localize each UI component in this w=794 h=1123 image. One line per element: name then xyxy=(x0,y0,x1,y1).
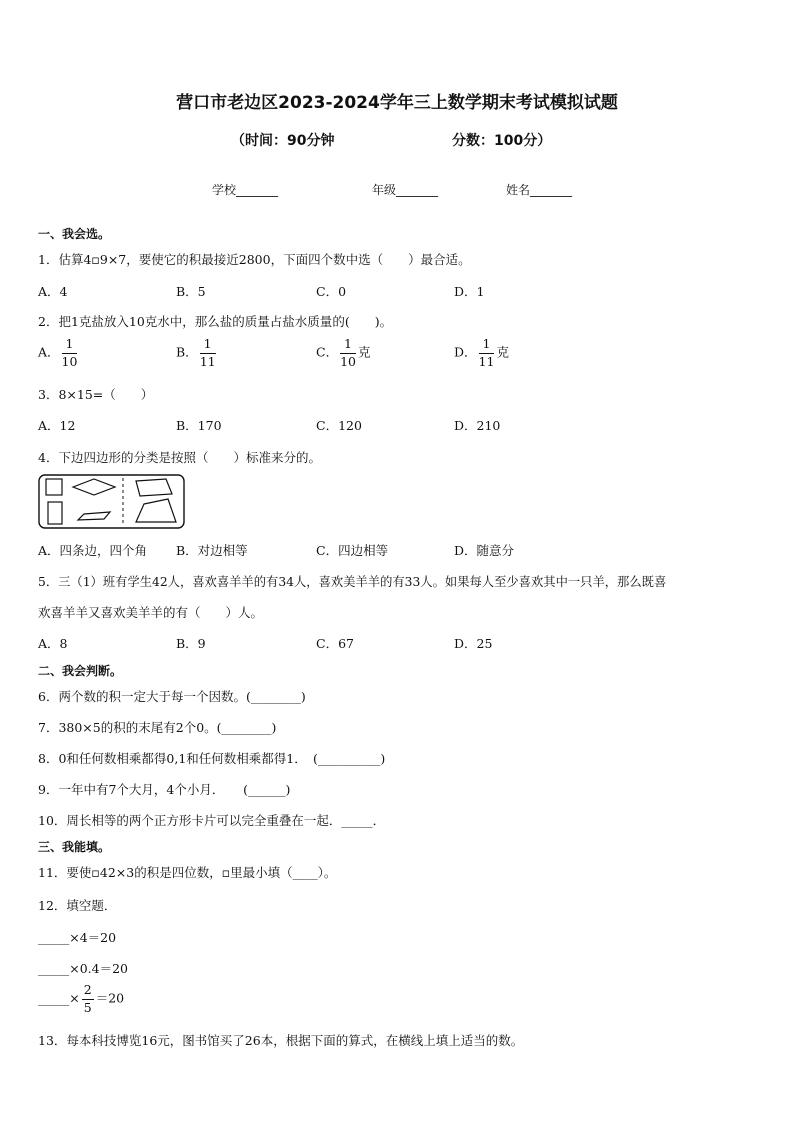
fraction: $\frac{1}{11}$ xyxy=(478,336,495,369)
option-a: A．8 xyxy=(38,636,68,651)
option-a: A． $\frac{1}{10}$ xyxy=(38,336,78,369)
question-4: 4．下边四边形的分类是按照（ ）标准来分的。 xyxy=(38,450,321,465)
square-shape xyxy=(46,479,62,495)
rectangle-shape xyxy=(48,502,62,524)
question-11: 11．要使▫42×3的积是四位数，▫里最小填（____）。 xyxy=(38,865,337,880)
blank-line-3: _____× $\frac{2}{5}$ ＝20 xyxy=(38,982,125,1015)
exam-time: （时间：90分钟 xyxy=(231,133,335,149)
option-c: C．67 xyxy=(316,636,354,651)
option-d: D．210 xyxy=(454,418,501,433)
question-2: 2．把1克盐放入10克水中，那么盐的质量占盐水质量的( )。 xyxy=(38,314,393,329)
name-field: 姓名_______ xyxy=(506,183,573,197)
question-5: 5．三（1）班有学生42人，喜欢喜羊羊的有34人，喜欢美羊羊的有33人。如果每人至少喜欢其中一只羊，那么既喜 xyxy=(38,575,667,589)
option-c: C．120 xyxy=(316,418,362,433)
question-9: 9．一年中有7个大月，4个小月． (______) xyxy=(38,782,291,797)
page-title: 营口市老边区2023-2024学年三上数学期末考试模拟试题 xyxy=(176,93,618,113)
rhombus-shape xyxy=(73,479,115,495)
option-b: B．对边相等 xyxy=(176,543,248,558)
fraction: $\frac{1}{11}$ xyxy=(199,336,216,369)
option-b: B．9 xyxy=(176,636,206,651)
option-c: C．0 xyxy=(316,284,347,299)
parallelogram-shape xyxy=(78,512,110,520)
option-c: C．四边相等 xyxy=(316,543,389,558)
option-b: B．170 xyxy=(176,418,222,433)
option-c: C． $\frac{1}{10}$ 克 xyxy=(316,336,371,369)
fraction: $\frac{2}{5}$ xyxy=(83,982,92,1015)
option-b: B． $\frac{1}{11}$ xyxy=(176,336,216,369)
question-10: 10．周长相等的两个正方形卡片可以完全重叠在一起．_____． xyxy=(38,813,386,828)
question-6: 6．两个数的积一定大于每一个因数。(________) xyxy=(38,689,306,704)
trapezoid-shape xyxy=(136,479,172,496)
fraction: $\frac{1}{10}$ xyxy=(340,336,356,369)
option-d: D．25 xyxy=(454,636,493,651)
fraction: $\frac{1}{10}$ xyxy=(61,336,78,369)
question-7: 7．380×5的积的末尾有2个0。(________) xyxy=(38,720,277,735)
question-8: 8．0和任何数相乘都得0,1和任何数相乘都得1． (__________) xyxy=(38,751,386,766)
option-a: A．12 xyxy=(38,418,76,433)
question-12: 12．填空题． xyxy=(38,898,117,913)
option-a: A．四条边，四个角 xyxy=(38,543,148,558)
exam-score: 分数：100分） xyxy=(452,133,552,149)
school-field: 学校_______ xyxy=(212,183,279,197)
question-3: 3．8×15=（ ） xyxy=(38,387,154,402)
grade-field: 年级_______ xyxy=(372,183,439,197)
option-a: A．4 xyxy=(38,284,68,299)
option-d: D．随意分 xyxy=(454,543,515,558)
question-1: 1．估算4▫9×7，要使它的积最接近2800，下面四个数中选（ ）最合适。 xyxy=(38,252,471,267)
section-heading: 三、我能填。 xyxy=(38,840,111,854)
blank-line-1: _____×4＝20 xyxy=(38,930,117,945)
section-heading: 一、我会选。 xyxy=(38,227,111,241)
option-b: B．5 xyxy=(176,284,206,299)
question-5-cont: 欢喜羊羊又喜欢美羊羊的有（ ）人。 xyxy=(38,605,264,620)
option-d: D． $\frac{1}{11}$ 克 xyxy=(454,336,509,369)
option-d: D．1 xyxy=(454,284,485,299)
section-heading: 二、我会判断。 xyxy=(38,664,123,678)
question-13: 13．每本科技博览16元，图书馆买了26本，根据下面的算式，在横线上填上适当的数。 xyxy=(38,1033,524,1048)
irregular-quad-shape xyxy=(136,499,176,522)
blank-line-2: _____×0.4＝20 xyxy=(38,961,129,976)
quadrilateral-figure xyxy=(38,474,186,530)
